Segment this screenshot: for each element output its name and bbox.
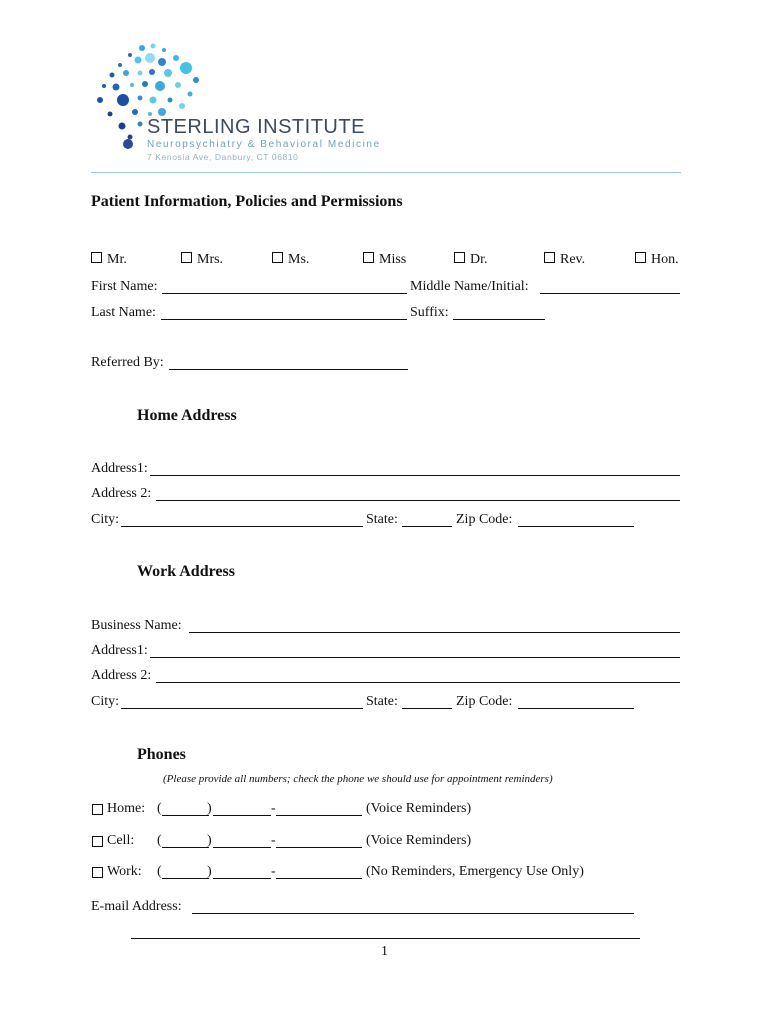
phone-dash: - xyxy=(271,801,276,816)
phone-label: Home: xyxy=(107,801,146,816)
footer-rule xyxy=(131,938,640,939)
checkbox[interactable] xyxy=(92,867,103,878)
first-name-label: First Name: xyxy=(91,279,158,294)
first-name-field[interactable] xyxy=(162,293,407,294)
business-name-label: Business Name: xyxy=(91,618,182,633)
home-state-field[interactable] xyxy=(402,526,452,527)
referred-by-field[interactable] xyxy=(169,369,408,370)
checkbox[interactable] xyxy=(635,252,646,263)
email-label: E-mail Address: xyxy=(91,899,182,914)
home-city-label: City: xyxy=(91,512,120,527)
checkbox[interactable] xyxy=(91,252,102,263)
phone-area-code-field[interactable] xyxy=(162,815,209,816)
form-title: Patient Information, Policies and Permissions xyxy=(91,193,403,210)
work-address-heading: Work Address xyxy=(137,563,235,580)
home-zip-field[interactable] xyxy=(518,526,634,527)
phones-note: (Please provide all numbers; check the phone we should use for appointment reminders) xyxy=(163,773,553,785)
email-field[interactable] xyxy=(192,913,634,914)
header-rule xyxy=(91,172,681,173)
middle-name-label: Middle Name/Initial: xyxy=(410,279,529,294)
title-option-mr[interactable] xyxy=(91,252,127,268)
title-option-rev[interactable] xyxy=(544,252,585,268)
phone-reminder-note: (Voice Reminders) xyxy=(366,833,472,848)
phone-area-code-field[interactable] xyxy=(162,878,209,879)
checkbox[interactable] xyxy=(544,252,555,263)
phone-reminder-note: (No Reminders, Emergency Use Only) xyxy=(366,864,584,879)
logo-subtitle: Neuropsychiatry & Behavioral Medicine xyxy=(147,139,381,150)
title-option-mrs[interactable] xyxy=(181,252,223,268)
checkbox[interactable] xyxy=(92,836,103,847)
checkbox[interactable] xyxy=(272,252,283,263)
title-option-dr[interactable] xyxy=(454,252,488,268)
home-city-field[interactable] xyxy=(121,526,363,527)
title-label: Ms. xyxy=(288,252,310,267)
checkbox[interactable] xyxy=(181,252,192,263)
phone-line-field[interactable] xyxy=(276,847,362,848)
title-label: Rev. xyxy=(560,252,586,267)
phone-prefix-field[interactable] xyxy=(213,815,271,816)
logo-name: STERLING INSTITUTE xyxy=(147,116,365,138)
home-address1-field[interactable] xyxy=(150,475,680,476)
phone-prefix-field[interactable] xyxy=(213,847,271,848)
last-name-field[interactable] xyxy=(161,319,407,320)
last-name-label: Last Name: xyxy=(91,305,156,320)
work-address2-label: Address 2: xyxy=(91,668,152,683)
work-state-label: State: xyxy=(366,694,398,709)
work-city-field[interactable] xyxy=(121,708,363,709)
title-option-hon[interactable] xyxy=(635,252,679,268)
phone-close-paren: ) xyxy=(207,801,212,816)
title-label: Mr. xyxy=(107,252,127,267)
home-address2-label: Address 2: xyxy=(91,486,152,501)
phone-line-field[interactable] xyxy=(276,878,362,879)
phones-heading: Phones xyxy=(137,746,186,763)
suffix-field[interactable] xyxy=(453,319,545,320)
referred-by-label: Referred By: xyxy=(91,355,164,370)
phone-prefix-field[interactable] xyxy=(213,878,271,879)
phone-dash: - xyxy=(271,833,276,848)
work-state-field[interactable] xyxy=(402,708,452,709)
home-address-heading: Home Address xyxy=(137,407,237,424)
phone-reminder-note: (Voice Reminders) xyxy=(366,801,472,816)
title-label: Miss xyxy=(379,252,407,267)
checkbox[interactable] xyxy=(92,804,103,815)
phone-open-paren: ( xyxy=(157,864,162,879)
title-option-miss[interactable] xyxy=(363,252,406,268)
title-label: Mrs. xyxy=(197,252,224,267)
title-label: Dr. xyxy=(470,252,488,267)
work-address2-field[interactable] xyxy=(156,682,680,683)
home-address1-label: Address1: xyxy=(91,461,148,476)
home-state-label: State: xyxy=(366,512,398,527)
phone-close-paren: ) xyxy=(207,833,212,848)
phone-area-code-field[interactable] xyxy=(162,847,209,848)
phone-line-field[interactable] xyxy=(276,815,362,816)
home-zip-label: Zip Code: xyxy=(456,512,513,527)
business-name-field[interactable] xyxy=(189,632,680,633)
work-address1-label: Address1: xyxy=(91,643,148,658)
work-zip-label: Zip Code: xyxy=(456,694,513,709)
page-number: 1 xyxy=(381,944,388,959)
title-label: Hon. xyxy=(651,252,679,267)
checkbox[interactable] xyxy=(363,252,374,263)
middle-name-field[interactable] xyxy=(540,293,680,294)
phone-dash: - xyxy=(271,864,276,879)
phone-open-paren: ( xyxy=(157,833,162,848)
suffix-label: Suffix: xyxy=(410,305,449,320)
phone-label: Cell: xyxy=(107,833,135,848)
phone-work-row xyxy=(91,864,691,882)
work-city-label: City: xyxy=(91,694,120,709)
work-address1-field[interactable] xyxy=(150,657,680,658)
checkbox[interactable] xyxy=(454,252,465,263)
logo-address: 7 Kenosia Ave, Danbury, CT 06810 xyxy=(147,152,299,162)
home-address2-field[interactable] xyxy=(156,500,680,501)
phone-cell-row xyxy=(91,833,691,851)
phone-close-paren: ) xyxy=(207,864,212,879)
phone-label: Work: xyxy=(107,864,142,879)
phone-home-row xyxy=(91,801,691,819)
work-zip-field[interactable] xyxy=(518,708,634,709)
phone-open-paren: ( xyxy=(157,801,162,816)
title-option-ms[interactable] xyxy=(272,252,309,268)
